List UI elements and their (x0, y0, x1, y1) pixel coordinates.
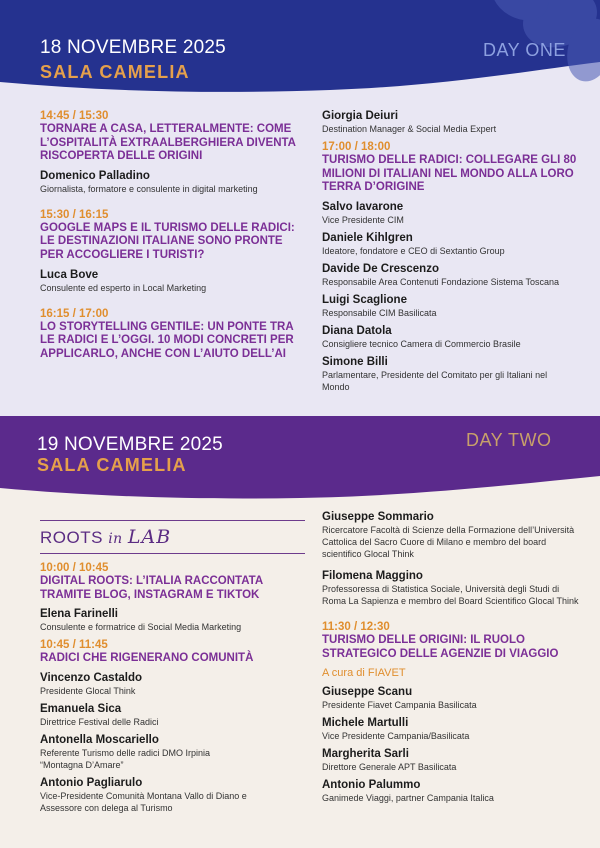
session-block (40, 208, 302, 294)
speaker-block (322, 231, 584, 257)
speaker-name: Antonio Palummo (322, 779, 421, 792)
speaker-name: Luca Bove (40, 268, 99, 281)
speaker-role: Presidente Glocal Think (40, 685, 136, 696)
curated-by: A cura di FIAVET (322, 667, 406, 680)
speaker-role: Destination Manager & Social Media Expert (322, 124, 497, 134)
speaker-block (40, 702, 305, 728)
session-block (40, 638, 305, 814)
speaker-role: Vice Presidente CIM (322, 214, 404, 225)
logo-top-divider (40, 520, 305, 521)
day-two-tag: DAY TWO (466, 430, 552, 450)
session-time: 14:45 / 15:30 (40, 110, 109, 122)
speaker-block (40, 776, 305, 814)
session-time: 17:00 / 18:00 (322, 141, 391, 153)
speaker-block (322, 747, 584, 773)
logo-text (40, 526, 171, 548)
speaker-role: Presidente Fiavet Campania Basilicata (322, 700, 477, 711)
session-time: 11:30 / 12:30 (322, 621, 390, 633)
logo-lab: LAB (127, 526, 172, 548)
session-title: TORNARE A CASA, LETTERALMENTE: COME L’OSPITALITÀ EXTRAALBERGHIERA DIVENTA RISCOPERTA DELLE ORIGINI (40, 123, 296, 163)
speaker-name: Daniele Kihlgren (322, 231, 413, 244)
speaker-name: Vincenzo Castaldo (40, 671, 143, 684)
logo-in: in (108, 531, 123, 547)
speaker-role: Vice Presidente Campania/Basilicata (322, 731, 470, 742)
speaker-name: Giuseppe Sommario (322, 511, 434, 523)
speaker-role: Professoressa di Statistica Sociale, Università degli Studi di Roma La Sapienza e membro del Board Scientifico Glocal Think (322, 584, 579, 606)
speaker-name: Giorgia Deiuri (322, 110, 399, 122)
logo-bottom-divider (40, 553, 305, 554)
day-one-section (0, 0, 600, 416)
speaker-role: Giornalista, formatore e consulente in digital marketing (40, 183, 258, 194)
speaker-name: Elena Farinelli (40, 608, 118, 621)
session-time: 10:45 / 11:45 (40, 639, 108, 652)
speaker-name: Antonio Pagliarulo (40, 776, 143, 789)
speaker-role: Parlamentare, Presidente del Comitato per gli Italiani nel Mondo (322, 369, 548, 392)
day-one-right-column (322, 109, 584, 393)
session-block (40, 561, 305, 633)
session-block (322, 620, 584, 804)
speaker-block (322, 262, 584, 288)
session-block (40, 109, 302, 195)
day-two-date: 19 NOVEMBRE 2025 (37, 434, 223, 455)
speaker-block (322, 109, 584, 135)
speaker-name: Salvo Iavarone (322, 200, 404, 213)
speaker-role: Ganimede Viaggi, partner Campania Italica (322, 793, 494, 804)
day-one-left-column (40, 109, 302, 361)
day-two-left-column (40, 561, 305, 814)
day-one-tag: DAY ONE (483, 40, 566, 60)
speaker-block (40, 733, 305, 771)
speaker-name: Giuseppe Scanu (322, 686, 413, 699)
session-time: 15:30 / 16:15 (40, 208, 109, 221)
day-two-right-column (322, 510, 584, 804)
speaker-role: Ricercatore Facoltà di Scienze della Formazione dell’Università Cattolica del Sacro Cuore di Milano e membro del board scientifico Glocal Think (322, 525, 575, 559)
speaker-block (322, 355, 584, 393)
day-two-section (0, 416, 600, 848)
session-title: LO STORYTELLING GENTILE: UN PONTE TRA LE RADICI E L’OGGI. 10 MODI CONCRETI PER APPLICARLO, ANCHE CON L’AIUTO DELL’AI (40, 320, 294, 360)
speaker-block (322, 778, 584, 804)
day-two-room: SALA CAMELIA (37, 455, 187, 475)
session-block (322, 140, 584, 393)
day-one-header (0, 0, 600, 100)
speaker-role: Direttore Generale APT Basilicata (322, 762, 457, 773)
speaker-name: Michele Martulli (322, 717, 409, 730)
speaker-role: Vice-Presidente Comunità Montana Vallo di Diano e Assessore con delega al Turismo (40, 790, 247, 813)
speaker-name: Davide De Crescenzo (322, 262, 439, 275)
speaker-block (322, 293, 584, 319)
speaker-name: Antonella Moscariello (40, 733, 159, 746)
speaker-name: Margherita Sarli (322, 748, 409, 761)
speaker-role: Ideatore, fondatore e CEO di Sextantio Group (322, 245, 505, 256)
speaker-name: Emanuela Sica (40, 702, 122, 715)
speaker-role: Consulente e formatrice di Social Media Marketing (40, 622, 242, 633)
session-title: DIGITAL ROOTS: L’ITALIA RACCONTATA TRAMITE BLOG, INSTAGRAM E TIKTOK (40, 575, 263, 601)
speaker-block (322, 716, 584, 742)
session-title: TURISMO DELLE RADICI: COLLEGARE GLI 80 MILIONI DI ITALIANI NEL MONDO ALLA LORO TERRA D’ORIGINE (322, 154, 577, 194)
speaker-role: Direttrice Festival delle Radici (40, 716, 159, 727)
day-two-header (0, 416, 600, 506)
logo-roots: ROOTS (40, 528, 103, 547)
speaker-block (322, 685, 584, 711)
day-one-room: SALA CAMELIA (40, 62, 190, 82)
speaker-role: Responsabile CIM Basilicata (322, 307, 437, 318)
speaker-name: Simone Billi (322, 355, 388, 368)
session-time: 10:00 / 10:45 (40, 562, 109, 574)
speaker-block (322, 324, 584, 350)
speaker-name: Domenico Palladino (40, 169, 150, 182)
speaker-block (40, 671, 305, 697)
speaker-block (322, 200, 584, 226)
session-block (40, 307, 302, 362)
session-title: TURISMO DELLE ORIGINI: IL RUOLO STRATEGICO DELLE AGENZIE DI VIAGGIO (322, 634, 559, 660)
session-title: GOOGLE MAPS E IL TURISMO DELLE RADICI: LE DESTINAZIONI ITALIANE SONO PRONTE PER ACCOGLIERE I TURISTI? (40, 221, 295, 261)
day-one-date: 18 NOVEMBRE 2025 (40, 37, 226, 58)
speaker-role: Consigliere tecnico Camera di Commercio Brasile (322, 338, 521, 349)
speaker-name: Luigi Scaglione (322, 293, 407, 306)
session-title: RADICI CHE RIGENERANO COMUNITÀ (40, 652, 254, 665)
speaker-role: Responsabile Area Contenuti Fondazione Sistema Toscana (322, 276, 559, 287)
speaker-name: Diana Datola (322, 324, 392, 337)
speaker-role: Consulente ed esperto in Local Marketing (40, 282, 207, 293)
speaker-role: Referente Turismo delle radici DMO Irpinia “Montagna D’Amare” (40, 747, 211, 770)
session-time: 16:15 / 17:00 (40, 307, 109, 320)
speaker-block (322, 510, 584, 560)
speaker-name: Filomena Maggino (322, 570, 423, 582)
speaker-block (322, 569, 584, 607)
